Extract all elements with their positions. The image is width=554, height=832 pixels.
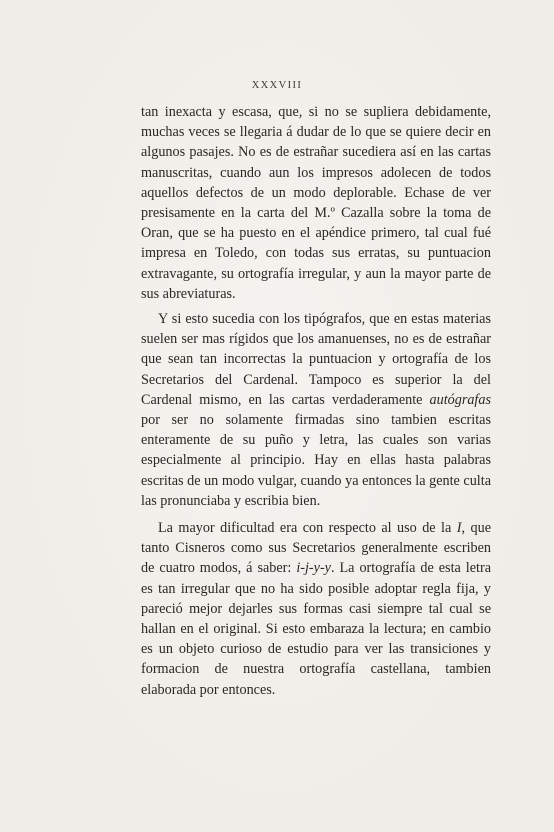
paragraph-3-run-5: . La ortografía de esta letra es tan irregular que no ha sido posible adoptar regla fija, y pareció mejor dejarles sus formas casi siempre tal cual se hallan en el original. Si esto embaraza la lectura; en cambio es un objeto curioso de estudio para ver las transiciones y formacion de nuestra ortografía castellana, tambien elaborada por entonces. — [141, 560, 491, 698]
paragraph-3-italic-forms: i-j-y-y — [296, 560, 331, 577]
paragraph-3-italic-letter-i: I — [456, 520, 462, 537]
body-text — [141, 102, 491, 700]
paragraph-2 — [141, 309, 491, 511]
paragraph-2-italic-autografas: autógrafas — [429, 391, 491, 408]
paragraph-2-run-1: Y si esto sucedia con los tipógrafos, que en estas materias suelen ser mas rígidos que los amanuenses, no es de estrañar que sean tan incorrectas la puntuacion y ortografía de los Secretarios del Cardenal. Tampoco es superior la del Cardenal mismo, en las cartas verdaderamente — [141, 311, 491, 408]
paragraph-3-run-1: La mayor dificultad era con respecto al uso de la — [158, 520, 457, 537]
page-number: XXXVIII — [251, 80, 303, 91]
paragraph-1 — [141, 102, 491, 304]
paragraph-1-run-1: tan inexacta y escasa, que, si no se supliera debidamente, muchas veces se llegaria á dudar de lo que se quiere decir en algunos pasajes. No es de estrañar sucediera así en las cartas manuscritas, cuando aun los impresos adolecen de todos aquellos defectos de un modo deplorable. Echase de ver presisamente en la carta del M.º Cazalla sobre la toma de Oran, que se ha puesto en el apéndice primero, tal cual fué impresa en Toledo, con todas sus erratas, su puntuacion extravagante, su ortografía irregular, y aun la mayor parte de sus abreviaturas. — [141, 104, 491, 302]
paragraph-3 — [141, 518, 491, 700]
paragraph-2-run-3: por ser no solamente firmadas sino tambien escritas enteramente de su puño y letra, las cuales son varias especialmente al principio. Hay en ellas hasta palabras escritas de un modo vulgar, cuando ya entonces la gente culta las pronunciaba y escribia bien. — [141, 412, 491, 509]
paragraph-3-run-3: , que tanto Cisneros como sus Secretarios generalmente escriben de cuatro modos, á saber: — [141, 520, 491, 577]
